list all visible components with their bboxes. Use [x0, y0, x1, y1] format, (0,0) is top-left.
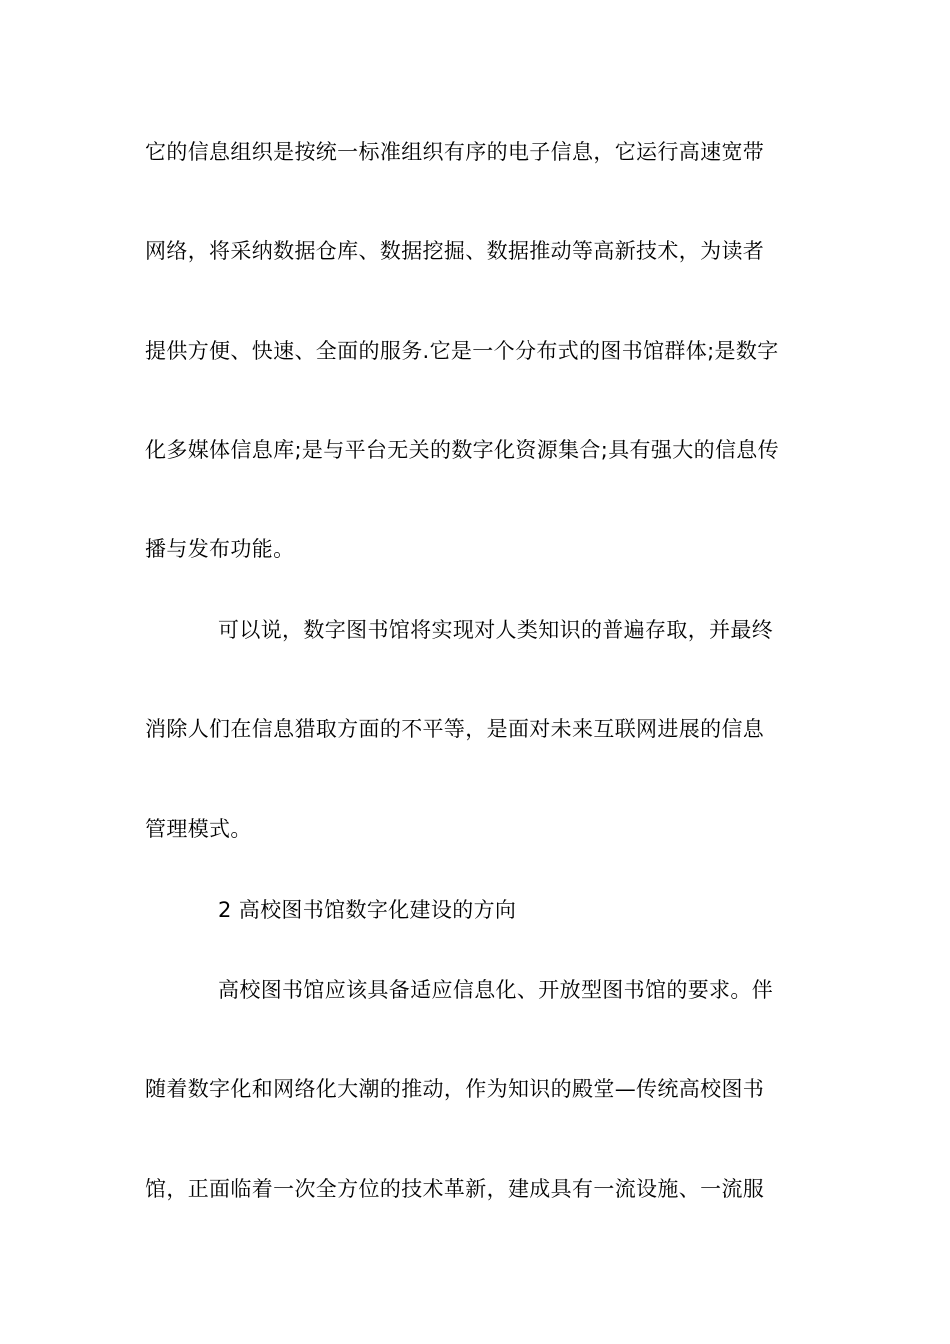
paragraph-line-11: 馆，正面临着一次全方位的技术革新，建成具有一流设施、一流服 — [145, 1177, 765, 1201]
paragraph-line-5: 播与发布功能。 — [145, 537, 295, 561]
paragraph-line-2: 网络，将采纳数据仓库、数据挖掘、数据推动等高新技术，为读者 — [145, 239, 765, 263]
paragraph-line-10: 随着数字化和网络化大潮的推动，作为知识的殿堂—传统高校图书 — [145, 1077, 765, 1101]
paragraph-line-1: 它的信息组织是按统一标准组织有序的电子信息，它运行高速宽带 — [145, 140, 765, 164]
paragraph-line-7: 消除人们在信息猎取方面的不平等，是面对未来互联网进展的信息 — [145, 717, 765, 741]
paragraph-line-8: 管理模式。 — [145, 817, 252, 841]
paragraph-line-4: 化多媒体信息库;是与平台无关的数字化资源集合;具有强大的信息传 — [145, 438, 779, 462]
paragraph-line-3: 提供方便、快速、全面的服务.它是一个分布式的图书馆群体;是数字 — [145, 339, 779, 363]
section-heading: 2 高校图书馆数字化建设的方向 — [218, 898, 517, 922]
paragraph-line-6: 可以说，数字图书馆将实现对人类知识的普遍存取，并最终 — [218, 618, 774, 642]
paragraph-line-9: 高校图书馆应该具备适应信息化、开放型图书馆的要求。伴 — [218, 978, 774, 1002]
